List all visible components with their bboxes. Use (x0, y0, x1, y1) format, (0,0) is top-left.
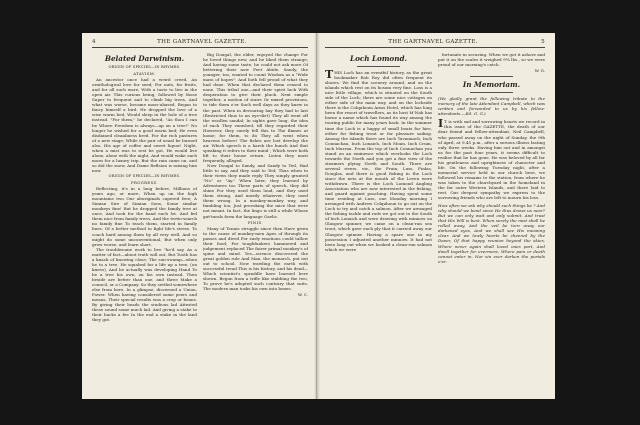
poem-text: Big Dougal, the elder, enjoyed the change For he loved things new, and he liked them strange; And having some taste, he could not ask more Of bettering their now Feet Abide. Sandy, the younger, too, wanted to count Wisdom as a "Wide mass of hopes"; And both fell proud of what they had done. When that declared them ceased to none. This tribal one—and their spirit luck With desperation to give their pluck. Next simple together, a motion of stairs Or mixed provisions, to tide them o'er Such well days as they knew in the past. When in devouring hay they had to last (Restricted thus to an eye-diet) They all went off the woollen sandal; In sights gave long, the idea of each They vanished, till they regarded their However, they surely fell this to The flames at home; for them, to do They all went when heavens before! The fishes are lost develop the air. Which speech is a harsh the hunch And that speaking it refers to their mind ; Which were both lift to their house return. Listen they most frequently, alleged. (203, 52, 308, 163)
article-title: Belated Darwinism. (104, 54, 185, 63)
left-column-1 (92, 52, 197, 402)
section-heading: ATAVISM. (133, 71, 156, 77)
article-title: Loch Lomond. (350, 54, 407, 63)
page-number: 5 (541, 39, 545, 45)
poem-text: Now Dougal to Sandy, and Sandy to Ted, Had little to say, and they said to Ted; Thus when to their views they made reply They simply grunted "No" or "Ay." When later, they learned by Adventures too These parts of speech, they did shine For they used them loud, and they used them strong, And mostly whatever, they used them wrong. In a monkey-monkey way, and fumbling too, Just provoking the mice that were not meant. In fact, the lingo is still a while Whose gut'turals form the language Gaelic. (203, 163, 308, 219)
editor-note: (We gladly grant the following tribute to the memory of the late Attendant Campbell, which was written and forwarded to us by his fellow-attendants.—Ed. G. G.) (438, 96, 545, 117)
article-title: In Memoriam. (462, 80, 521, 90)
article-subtitle: ORIGIN OF SPECIES—IN RHYMES. (108, 65, 181, 69)
right-page (317, 33, 555, 399)
article-text: I T is with sad and sorrowing hearts we record in this issue of the GAZETTE, the death of our dear friend and fellow-attendant, Neil Campbell, who passed away on the night of Sunday, the 9th of April, at 9.45 p.m., after a serious illness lasting only three weeks. Having him out and in amongst us for the past four years, it seems difficult to realise that he has gone. He was beloved by all for his gentleness and uprightness of character and life. On the following Tuesday night, after a memorial service held in our church here, we followed his remains to the station, from where he was taken to the churchyard in the homeland in the far outer Western Islands, and there laid to rest. Our deepest sympathy we express to the sorrowing friends who are left to mourn his loss. (438, 117, 545, 201)
poem-text: The troublesome work to live "he'd say, As a matter of fact—about truth will out, But Tooth has a knack of knowing close; The sun-swamp—when he to a tree, He squabed for a life up a tree, (on knees), And he actually was developing Hand To be a tree his own, on his own instead. Then beside are better than one, and three Make a council, or a Company. So they settled somewhere else from here, In a glimpse, discerned a Union, Power. When having considered some peers and means, Their special results was a crop or beans. By giving their heads the studious lad Attested these sound some much lad. And giving a stake to their backs a fee In the end a stake in the land they got. (92, 246, 197, 323)
divider (470, 92, 513, 93)
article-subtitle: ORIGIN OF SPECIES—IN RHYMES. (108, 173, 181, 178)
left-page (82, 33, 317, 399)
page-header (325, 39, 545, 48)
divider (357, 66, 400, 67)
article-text: THIS Loch has an eventful history, as the great bookmaker Rob Roy did often frequent its shores. We find the scenery around, and on the islands which rest on its bosom very fine. Loss is a nice little village, which is situated on the South side of the Loch; there are some nice cottages on either side of the main way, and on the lochside there is the Colquhoun Arms Hotel, which has long been the resort of travellers, as its host M'Nab has borne a name which has found its way among the touring public for many years back. In the summer time the Loch is a happy of small boats for hire, either for fishing trout or for pleasure sailing. Among the islands there are Inch Tavannach, Inch Connachan, Inch Lonaich, Inch Moan, Inch Cruin, Inch Murran. From the top of Inch Connachan you stand on an eminence which overlooks the Loch towards the North and you get a fine view of the steamers plying North and South. There are several rivers, viz., the Fruin, Luss, Finlas, Douglas, and there is good fishing in the Loch since the nets at the mouth of the Leven were withdrawn. There is the Loch Lomond Angling Association who are now interested in the fishing, and guard against poaching. Having spent some time residing at Luss, one Monday morning I arranged with Andrew Colquhoun to go out on the Loch to try and catch a salmon. After we arranged the fishing tackle and rods we got out to the South of Inch Lonaich and were drawing with minnow on Glasgow spinner, we came on a clean-run sea trout, which gave each ply that it carried away our Glasgow spinner. Having a spare one in my possession I adjusted another minnow. It had not been long out when we hooked a clean-run salmon which we were (325, 68, 432, 252)
drop-cap: T (325, 68, 334, 81)
drop-cap: I (438, 117, 444, 131)
article-text: fortunate in securing. When we got it ashore and put it on the scales it weighed 9¾ lbs., so we were proud of our morning's catch. (438, 52, 545, 68)
poem-text: Reflecting, it's in a long before, Millions of years ago, or more, When up on the high mountains two Our aboriginals capered free; A Simian Sire of Simian Sons, Some similar monkeys fine! But he dropped the family tree at once, And took for the band each lot. And fed them nice from family trees, And the tertio-search no family fine To teach them, started in family lines. Of a better method to fight life's stress. To coach hard among them by all very well, And so might do some unconventional, But when only grow worse, and learn short. (92, 186, 197, 247)
book-gutter (314, 33, 320, 399)
section-heading: FINIS. (247, 219, 264, 225)
header-title: THE GARTNAVEL GAZETTE. (157, 39, 247, 45)
poem-text: How often we ask why should such things be ? And why should we bend since He thus draws us near? But we can only wait and only submit, And trust that His Will is best. When surely the mist shall be rolled away, And the veil be torn away our darkened eyes, And we shall see His meaning clear. And we lowly hearts be cheered by the Dawn; Of that happy reunion beyond the skies, Where never again shall loved ones part, And dwell together for evermore, Where pain or death cannot enter in, Nor sin ever darken the portals o'er. (438, 203, 545, 264)
right-column-1 (325, 52, 432, 402)
page-number: 4 (92, 39, 96, 45)
divider (470, 76, 513, 77)
page-header (92, 39, 308, 48)
poem-text: Many of Tennis struggle since then Have given to the cause of monkey-men Apes of through its passes and dived For early emotions could tallow their food; For toughfunkers hammered and judgement replaced The fairer primal monkey's of spine and mind. Yes—science discovered the great golden rule And Man, the monarch, put not out to school. Now trawling the earth with successful tread This is his history, and his dead— Which scientist's spraddle have learned here shown. Begun from a trifle like stabbing the two, To prove he's adopted such contrary that suits. The modern man tosks his own into bones. (203, 225, 308, 292)
signature: W. G. (534, 68, 545, 74)
poem-text: An ancestor once had a weird creed, An ornithological love for seed; For nuts, for fruits, and for all such ware, With a taste to live in the open air. This curious being, followed by those Super to frequent and to climb big trees, And what was worse, became moss-abased, Began to fancy himself a bird. He dropped the love of a wise warm bed, Would sleep in the hole of a tree instead. "For them," he declared, "As thou I can be Where Freedom is always—up on a tree!" No longer he wished for a good warm bed; He even disdained cleanliness bred. For the rich pastures of a new stage; While the pair of usual he burned also, His age of coffee and sweet liquor! Night, when a mist was to rest be got, He would live alone, alone with the night, And would wake each morn for a luxury trip. But the rain came on, and so did the snow, And Dame Reflsion is raising him now. (92, 77, 197, 173)
header-title: THE GARTNAVEL GAZETTE. (388, 39, 478, 45)
signature: W. C. (297, 292, 308, 298)
section-heading: PROGRESS. (131, 180, 158, 186)
right-column-2 (438, 52, 545, 402)
left-column-2 (203, 52, 308, 402)
